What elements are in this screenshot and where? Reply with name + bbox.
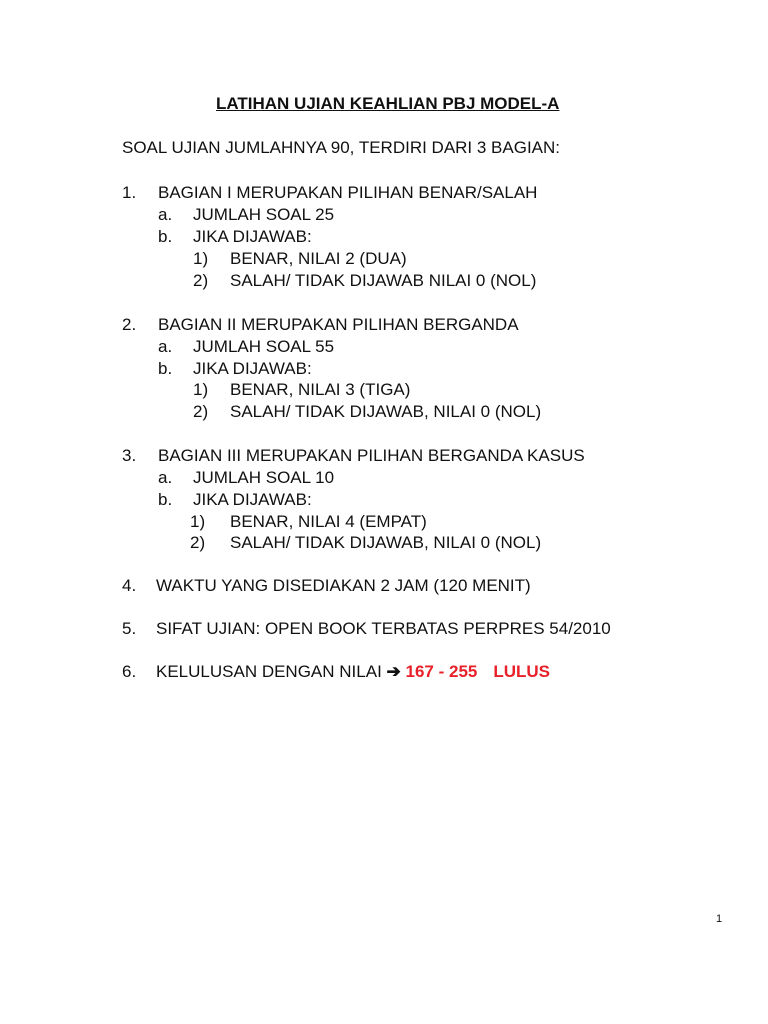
section-2-a-marker: a. [158,337,173,356]
section-2-b-text: JIKA DIJAWAB: [193,359,312,378]
section-3-number: 3. [122,446,137,465]
section-3-item-1-marker: 1) [190,512,206,531]
section-4-number: 4. [122,576,137,595]
pass-status-label: LULUS [493,662,551,681]
section-1-b-text: JIKA DIJAWAB: [193,227,312,246]
page-number: 1 [716,913,723,925]
section-2-item-2-marker: 2) [193,402,209,421]
section-6-text: KELULUSAN DENGAN NILAI [156,662,382,681]
section-3-heading: BAGIAN III MERUPAKAN PILIHAN BERGANDA KASUS [158,446,585,465]
section-1-item-2-text: SALAH/ TIDAK DIJAWAB NILAI 0 (NOL) [230,271,537,290]
section-2-a-text: JUMLAH SOAL 55 [193,337,335,356]
section-3-item-1-text: BENAR, NILAI 4 (EMPAT) [230,512,427,531]
section-6-line [156,662,550,682]
section-1-item-2-marker: 2) [193,271,209,290]
arrow-right-icon: ➔ [386,662,401,681]
section-2-item-2-text: SALAH/ TIDAK DIJAWAB, NILAI 0 (NOL) [230,402,542,421]
section-3-item-2-text: SALAH/ TIDAK DIJAWAB, NILAI 0 (NOL) [230,533,542,552]
section-1-item-1-marker: 1) [193,249,209,268]
section-3-b-text: JIKA DIJAWAB: [193,490,312,509]
section-1-a-text: JUMLAH SOAL 25 [193,205,335,224]
section-4-text: WAKTU YANG DISEDIAKAN 2 JAM (120 MENIT) [156,576,531,595]
passing-score-range: 167 - 255 [405,662,478,681]
section-1-item-1-text: BENAR, NILAI 2 (DUA) [230,249,407,268]
section-1-heading: BAGIAN I MERUPAKAN PILIHAN BENAR/SALAH [158,183,538,202]
section-2-heading: BAGIAN II MERUPAKAN PILIHAN BERGANDA [158,315,519,334]
section-3-a-marker: a. [158,468,173,487]
intro-text: SOAL UJIAN JUMLAHNYA 90, TERDIRI DARI 3 BAGIAN: [122,138,561,157]
section-1-b-marker: b. [158,227,173,246]
section-2-item-1-marker: 1) [193,380,209,399]
section-6-number: 6. [122,662,137,681]
section-3-a-text: JUMLAH SOAL 10 [193,468,335,487]
section-2-number: 2. [122,315,137,334]
section-5-text: SIFAT UJIAN: OPEN BOOK TERBATAS PERPRES 54/2010 [156,619,611,638]
section-1-number: 1. [122,183,137,202]
section-2-item-1-text: BENAR, NILAI 3 (TIGA) [230,380,411,399]
document-title: LATIHAN UJIAN KEAHLIAN PBJ MODEL-A [216,94,560,113]
section-2-b-marker: b. [158,359,173,378]
section-3-b-marker: b. [158,490,173,509]
section-3-item-2-marker: 2) [190,533,206,552]
section-1-a-marker: a. [158,205,173,224]
section-5-number: 5. [122,619,137,638]
